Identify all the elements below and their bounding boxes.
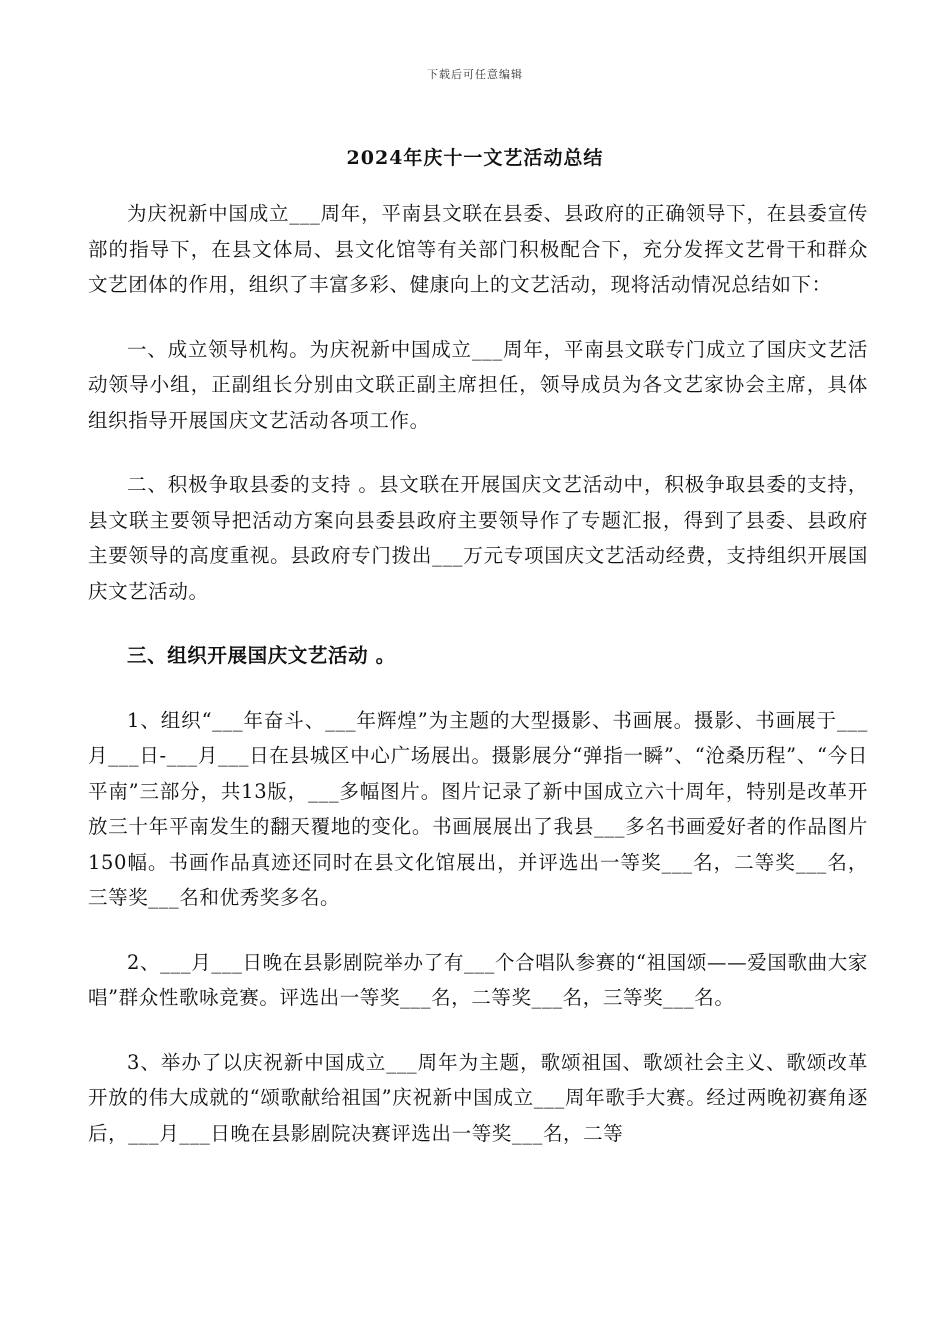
item-two-paragraph: 2、___月___日晚在县影剧院举办了有___个合唱队参赛的“祖国颂——爱国歌曲大家唱”群众性歌咏竞赛。评选出一等奖___名，二等奖___名，三等奖___名。 (88, 950, 868, 1009)
section-two-paragraph: 二、积极争取县委的支持 。县文联在开展国庆文艺活动中，积极争取县委的支持，县文联主要领导把活动方案向县委县政府主要领导作了专题汇报，得到了县委、县政府主要领导的高度重视。县政府专门拨出___万元专项国庆文艺活动经费，支持组织开展国庆文艺活动。 (88, 473, 868, 603)
header-note: 下载后可任意编辑 (427, 68, 523, 81)
section-three-heading: 三、组织开展国庆文艺活动 。 (127, 644, 396, 667)
document-body (88, 196, 868, 1180)
document-title: 2024年庆十一文艺活动总结 (346, 147, 604, 169)
intro-paragraph: 为庆祝新中国成立___周年，平南县文联在县委、县政府的正确领导下，在县委宣传部的指导下，在县文体局、县文化馆等有关部门积极配合下，充分发挥文艺骨干和群众文艺团体的作用，组织了丰富多彩、健康向上的文艺活动，现将活动情况总结如下： (88, 202, 868, 296)
item-three-paragraph: 3、举办了以庆祝新中国成立___周年为主题，歌颂祖国、歌颂社会主义、歌颂改革开放的伟大成就的“颂歌献给祖国”庆祝新中国成立___周年歌手大赛。经过两晚初赛角逐后，___月___日晚在县影剧院决赛评选出一等奖___名，二等 (88, 1050, 868, 1145)
section-one-paragraph: 一、成立领导机构。为庆祝新中国成立___周年，平南县文联专门成立了国庆文艺活动领导小组，正副组长分别由文联正副主席担任，领导成员为各文艺家协会主席，具体组织指导开展国庆文艺活动各项工作。 (88, 337, 868, 432)
item-one-paragraph: 1、组织“___年奋斗、___年辉煌”为主题的大型摄影、书画展。摄影、书画展于___月___日-___月___日在县城区中心广场展出。摄影展分“弹指一瞬”、“沧桑历程”、“今日平南”三部分，共13版，___多幅图片。图片记录了新中国成立六十周年，特别是改革开放三十年平南发生的翻天覆地的变化。书画展展出了我县___多名书画爱好者的作品图片150幅。书画作品真迹还同时在县文化馆展出，并评选出一等奖___名，二等奖___名，三等奖___名和优秀奖多名。 (88, 708, 868, 909)
